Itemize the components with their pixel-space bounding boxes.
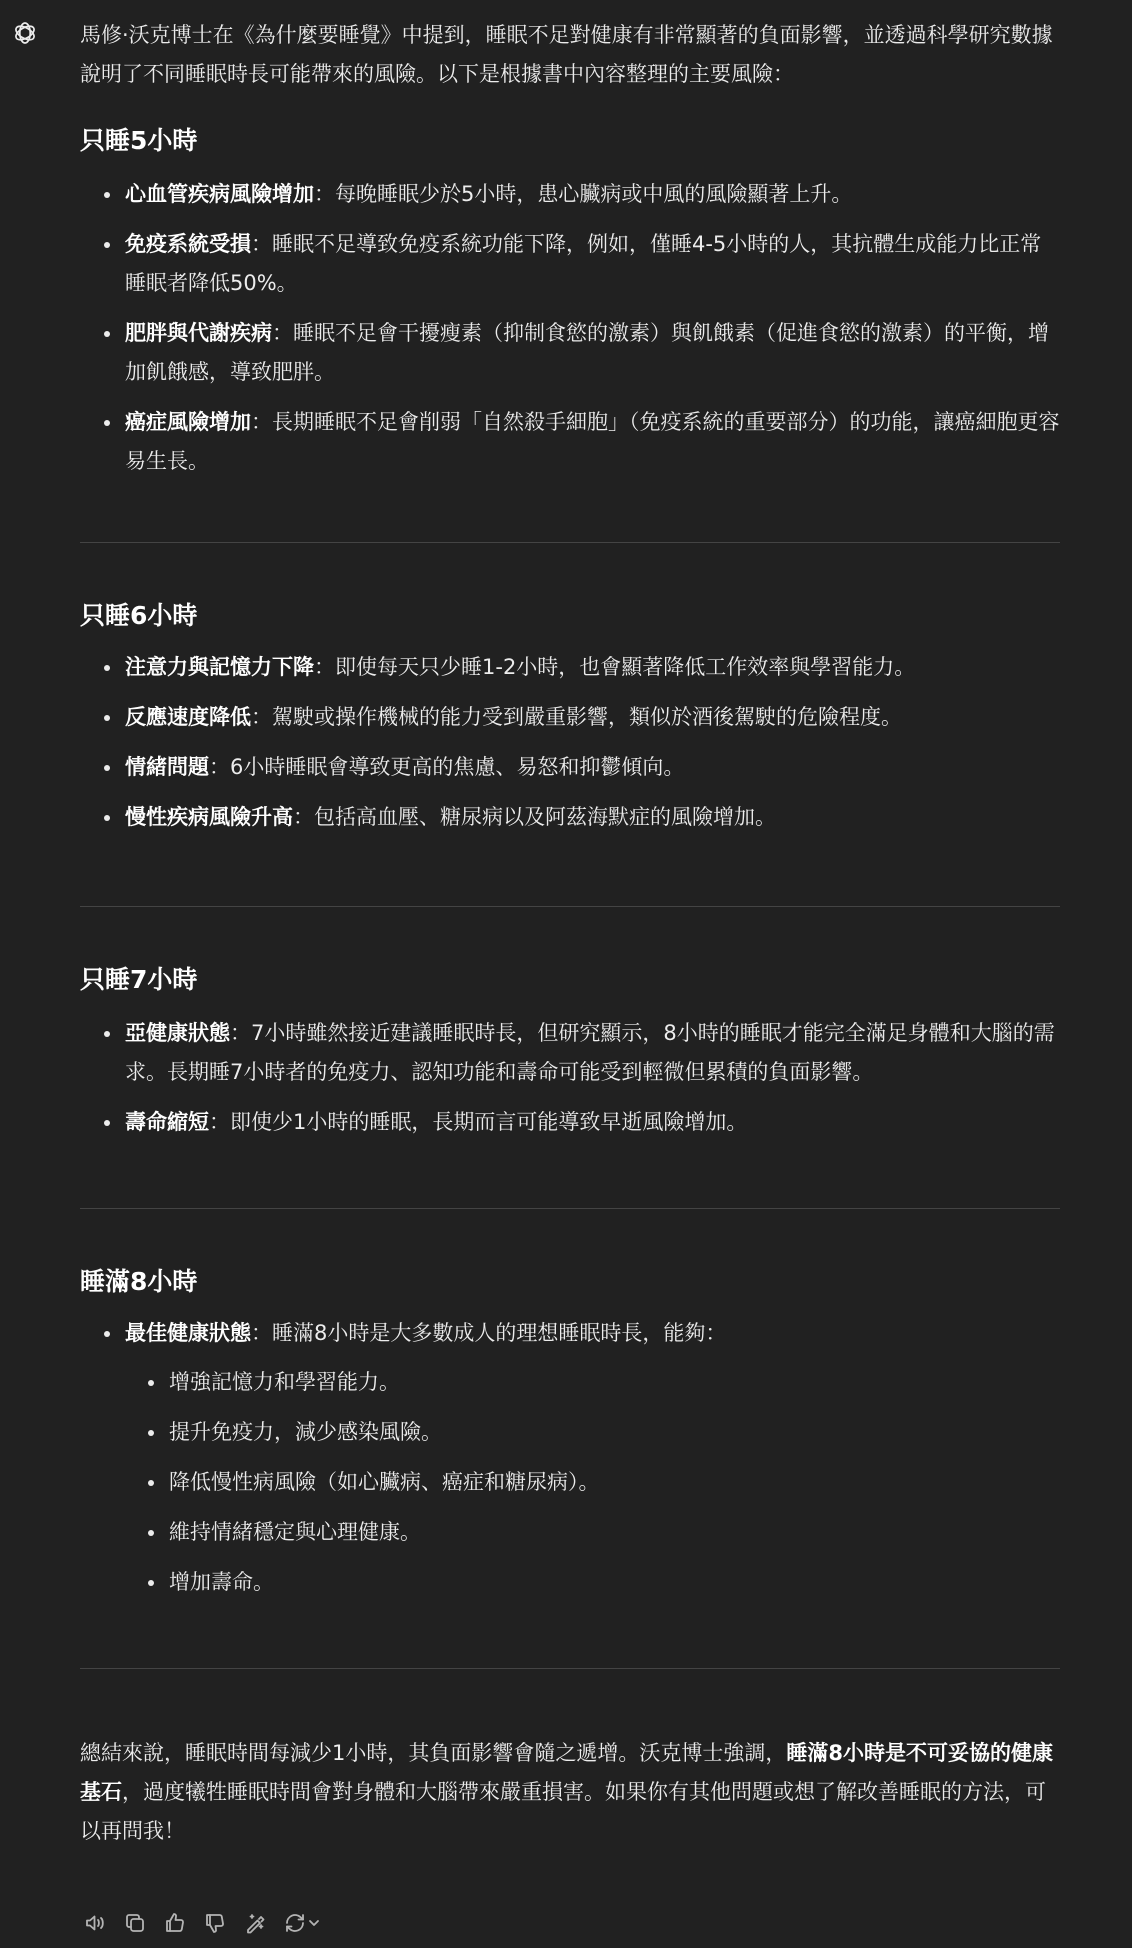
- item-text: ：即使少1小時的睡眠，長期而言可能導致早逝風險增加。: [209, 1110, 748, 1134]
- edit-in-canvas-button[interactable]: [242, 1910, 268, 1936]
- chevron-down-icon: [307, 1916, 321, 1930]
- assistant-message: [80, 16, 1060, 1851]
- item-bold-label: 慢性疾病風險升高: [125, 805, 293, 829]
- list-item: [80, 1103, 1060, 1142]
- sub-list-item: 增加壽命。: [125, 1563, 1060, 1602]
- list-item: [80, 175, 1060, 214]
- item-bold-label: 肥胖與代謝疾病: [125, 321, 272, 345]
- regenerate-icon: [283, 1911, 307, 1935]
- section-divider: [80, 1668, 1060, 1669]
- copy-icon: [123, 1911, 147, 1935]
- thumbs-up-icon: [163, 1911, 187, 1935]
- sub-list-item: 增強記憶力和學習能力。: [125, 1363, 1060, 1402]
- list-item: [80, 403, 1060, 481]
- section-heading-7h: 只睡7小時: [80, 965, 198, 994]
- regenerate-button[interactable]: [282, 1910, 322, 1936]
- read-aloud-button[interactable]: [82, 1910, 108, 1936]
- section-list-6h: [80, 648, 1060, 837]
- thumbs-down-icon: [203, 1911, 227, 1935]
- list-item: [80, 314, 1060, 392]
- section-heading-6h: 只睡6小時: [80, 601, 198, 630]
- list-item: [80, 1314, 1060, 1602]
- section-list-7h: [80, 1014, 1060, 1142]
- copy-button[interactable]: [122, 1910, 148, 1936]
- item-text: ：6小時睡眠會導致更高的焦慮、易怒和抑鬱傾向。: [209, 755, 685, 779]
- list-item: [80, 648, 1060, 687]
- sub-list-item: 降低慢性病風險（如心臟病、癌症和糖尿病）。: [125, 1463, 1060, 1502]
- sub-list-item: 維持情緒穩定與心理健康。: [125, 1513, 1060, 1552]
- section-divider: [80, 906, 1060, 907]
- list-item: [80, 748, 1060, 787]
- summary-emphasis: 睡滿8小時是不可妥協的健康基石: [80, 1741, 1053, 1804]
- item-text: ：駕駛或操作機械的能力受到嚴重影響，類似於酒後駕駛的危險程度。: [251, 705, 902, 729]
- item-bold-label: 免疫系統受損: [125, 232, 251, 256]
- read-aloud-icon: [83, 1911, 107, 1935]
- sub-list: [125, 1363, 1060, 1602]
- intro-paragraph: 馬修·沃克博士在《為什麼要睡覺》中提到，睡眠不足對健康有非常顯著的負面影響，並透過科學研究數據說明了不同睡眠時長可能帶來的風險。以下是根據書中內容整理的主要風險：: [80, 23, 1053, 86]
- list-item: [80, 1014, 1060, 1092]
- item-bold-label: 情緒問題: [125, 755, 209, 779]
- message-actions-bar: [82, 1910, 322, 1936]
- item-text: ：包括高血壓、糖尿病以及阿茲海默症的風險增加。: [293, 805, 776, 829]
- item-bold-label: 注意力與記憶力下降: [125, 655, 314, 679]
- section-list-8h: [80, 1314, 1060, 1602]
- assistant-logo-icon: [10, 18, 40, 48]
- sub-list-item: 提升免疫力，減少感染風險。: [125, 1413, 1060, 1452]
- bad-response-button[interactable]: [202, 1910, 228, 1936]
- item-text: ：即使每天只少睡1-2小時，也會顯著降低工作效率與學習能力。: [314, 655, 916, 679]
- item-text: ：睡眠不足會干擾瘦素（抑制食慾的激素）與飢餓素（促進食慾的激素）的平衡，增加飢餓感，導致肥胖。: [125, 321, 1049, 384]
- list-item: [80, 698, 1060, 737]
- item-bold-label: 癌症風險增加: [125, 410, 251, 434]
- item-text: ：7小時雖然接近建議睡眠時長，但研究顯示，8小時的睡眠才能完全滿足身體和大腦的需求。長期睡7小時者的免疫力、認知功能和壽命可能受到輕微但累積的負面影響。: [125, 1021, 1055, 1084]
- item-bold-label: 亞健康狀態: [125, 1021, 230, 1045]
- item-bold-label: 壽命縮短: [125, 1110, 209, 1134]
- section-list-5h: [80, 175, 1060, 481]
- item-text: ：長期睡眠不足會削弱「自然殺手細胞」（免疫系統的重要部分）的功能，讓癌細胞更容易生長。: [125, 410, 1060, 473]
- item-bold-label: 心血管疾病風險增加: [125, 182, 314, 206]
- section-divider: [80, 1208, 1060, 1209]
- item-text: ：睡眠不足導致免疫系統功能下降，例如，僅睡4-5小時的人，其抗體生成能力比正常睡眠者降低50%。: [125, 232, 1042, 295]
- item-bold-label: 最佳健康狀態: [125, 1321, 251, 1345]
- list-item: [80, 798, 1060, 837]
- summary-text-end: ，過度犧牲睡眠時間會對身體和大腦帶來嚴重損害。如果你有其他問題或想了解改善睡眠的方法，可以再問我！: [80, 1780, 1046, 1843]
- section-heading-5h: 只睡5小時: [80, 126, 198, 155]
- summary-text: 總結來說，睡眠時間每減少1小時，其負面影響會隨之遞增。沃克博士強調，: [80, 1741, 787, 1765]
- item-text: ：每晚睡眠少於5小時，患心臟病或中風的風險顯著上升。: [314, 182, 853, 206]
- item-bold-label: 反應速度降低: [125, 705, 251, 729]
- section-heading-8h: 睡滿8小時: [80, 1267, 198, 1296]
- edit-canvas-icon: [243, 1911, 267, 1935]
- list-item: [80, 225, 1060, 303]
- summary-paragraph: [80, 1734, 1060, 1851]
- good-response-button[interactable]: [162, 1910, 188, 1936]
- section-divider: [80, 542, 1060, 543]
- item-text: ：睡滿8小時是大多數成人的理想睡眠時長，能夠：: [251, 1321, 727, 1345]
